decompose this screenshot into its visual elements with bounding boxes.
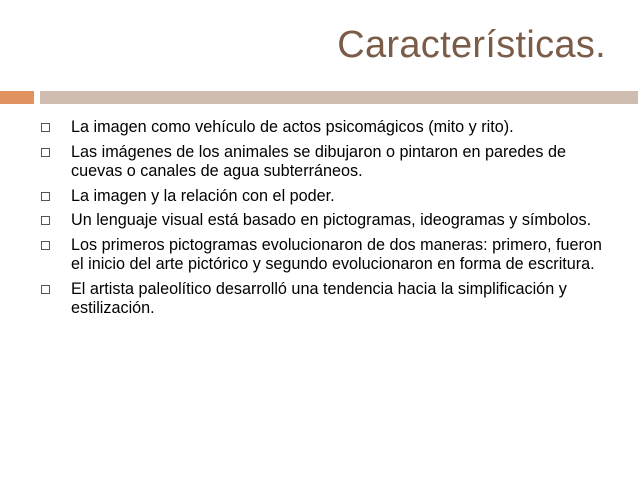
bullet-text: La imagen como vehículo de actos psicomágicos (mito y rito). — [71, 118, 514, 136]
bullet-text: El artista paleolítico desarrolló una tendencia hacia la simplificación y estilización. — [71, 279, 567, 317]
title-divider-bar — [40, 91, 638, 104]
bullet-text: La imagen y la relación con el poder. — [71, 186, 335, 205]
hollow-square-bullet-icon — [41, 192, 50, 201]
bullet-text: Las imágenes de los animales se dibujaron o pintaron en paredes de cuevas o canales de agua subterráneos. — [71, 142, 566, 180]
bullet-item — [40, 118, 610, 138]
bullet-item — [40, 211, 610, 231]
slide-title: Características. — [337, 24, 606, 66]
bullet-text: Un lenguaje visual está basado en pictogramas, ideogramas y símbolos. — [71, 211, 592, 229]
hollow-square-bullet-icon — [41, 241, 50, 250]
bullet-item — [40, 187, 610, 207]
bullet-item — [40, 236, 610, 275]
hollow-square-bullet-icon — [41, 148, 50, 157]
bullet-item — [40, 143, 610, 182]
bullet-text: Los primeros pictogramas evolucionaron de dos maneras: primero, fueron el inicio del arte pictórico y segundo evolucionaron en forma de escritura. — [71, 235, 602, 273]
hollow-square-bullet-icon — [41, 285, 50, 294]
hollow-square-bullet-icon — [41, 123, 50, 132]
bullet-item — [40, 280, 610, 319]
title-accent-bar — [0, 91, 34, 104]
bullet-list — [40, 118, 610, 324]
hollow-square-bullet-icon — [41, 216, 50, 225]
